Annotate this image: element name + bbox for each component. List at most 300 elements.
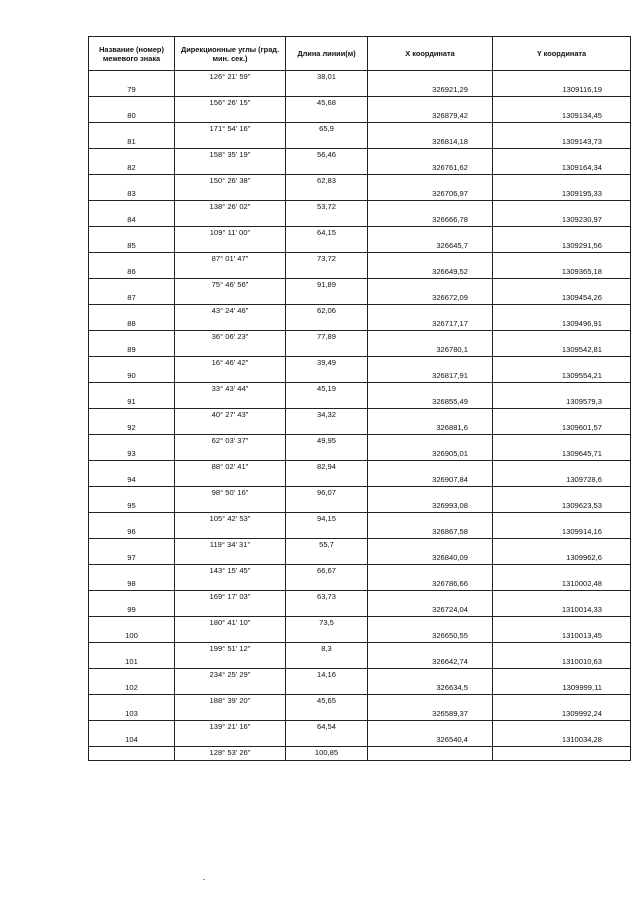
table-row-segment	[89, 617, 631, 630]
angle-cell-empty	[175, 630, 286, 643]
length-cell-empty	[286, 318, 368, 331]
x-coordinate-cell-empty	[368, 227, 493, 240]
table-row-segment	[89, 123, 631, 136]
x-coordinate-cell: 326589,37	[368, 708, 493, 721]
table-row-segment	[89, 175, 631, 188]
line-length-cell: 65,9	[286, 123, 368, 136]
table-row-marker	[89, 578, 631, 591]
direction-angle-cell: 188° 39' 20"	[175, 695, 286, 708]
length-cell-empty	[286, 708, 368, 721]
table-row-marker	[89, 734, 631, 747]
y-coordinate-cell-empty	[493, 227, 631, 240]
angle-cell-empty	[175, 110, 286, 123]
y-coordinate-cell: 1309728,6	[493, 474, 631, 487]
y-coordinate-cell-empty	[493, 435, 631, 448]
length-cell-empty	[286, 84, 368, 97]
line-length-cell: 45,68	[286, 97, 368, 110]
y-coordinate-cell: 1309230,97	[493, 214, 631, 227]
marker-name-cell: 100	[89, 630, 175, 643]
marker-name-cell-empty	[89, 539, 175, 552]
direction-angle-cell: 128° 53' 26"	[175, 747, 286, 761]
marker-name-cell: 84	[89, 214, 175, 227]
y-coordinate-cell: 1309496,91	[493, 318, 631, 331]
direction-angle-cell: 199° 51' 12"	[175, 643, 286, 656]
table-row-segment	[89, 435, 631, 448]
marker-name-cell: 99	[89, 604, 175, 617]
x-coordinate-cell-empty	[368, 149, 493, 162]
table-row-marker	[89, 162, 631, 175]
marker-name-cell-empty	[89, 643, 175, 656]
x-coordinate-cell-empty	[368, 175, 493, 188]
line-length-cell: 14,16	[286, 669, 368, 682]
direction-angle-cell: 98° 50' 16"	[175, 487, 286, 500]
table-row-segment	[89, 149, 631, 162]
table-row-segment	[89, 565, 631, 578]
length-cell-empty	[286, 266, 368, 279]
marker-name-cell: 94	[89, 474, 175, 487]
table-row-marker	[89, 682, 631, 695]
coordinates-sheet	[88, 36, 630, 761]
table-row-segment	[89, 487, 631, 500]
marker-name-cell-empty	[89, 617, 175, 630]
y-coordinate-cell: 1310013,45	[493, 630, 631, 643]
marker-name-cell-empty	[89, 201, 175, 214]
length-cell-empty	[286, 500, 368, 513]
table-row-marker	[89, 266, 631, 279]
angle-cell-empty	[175, 734, 286, 747]
line-length-cell: 38,01	[286, 71, 368, 84]
header-direction-angle: Дирекционные углы (град. мин. сек.)	[175, 37, 286, 71]
x-coordinate-cell-empty	[368, 487, 493, 500]
x-coordinate-cell: 326649,52	[368, 266, 493, 279]
y-coordinate-cell-empty	[493, 565, 631, 578]
line-length-cell: 56,46	[286, 149, 368, 162]
x-coordinate-cell-empty	[368, 279, 493, 292]
table-row-marker	[89, 708, 631, 721]
x-coordinate-cell-empty	[368, 383, 493, 396]
y-coordinate-cell-empty	[493, 617, 631, 630]
direction-angle-cell: 139° 21' 16"	[175, 721, 286, 734]
length-cell-empty	[286, 448, 368, 461]
marker-name-cell-empty	[89, 227, 175, 240]
x-coordinate-cell: 326840,09	[368, 552, 493, 565]
y-coordinate-cell-empty	[493, 253, 631, 266]
marker-name-cell-empty	[89, 279, 175, 292]
length-cell-empty	[286, 656, 368, 669]
x-coordinate-cell: 326724,04	[368, 604, 493, 617]
line-length-cell: 39,49	[286, 357, 368, 370]
marker-name-cell-empty	[89, 357, 175, 370]
angle-cell-empty	[175, 188, 286, 201]
marker-name-cell: 83	[89, 188, 175, 201]
scan-speck	[203, 879, 205, 880]
x-coordinate-cell-empty	[368, 201, 493, 214]
line-length-cell: 66,67	[286, 565, 368, 578]
table-row-marker	[89, 110, 631, 123]
table-row-segment	[89, 591, 631, 604]
x-coordinate-cell: 326817,91	[368, 370, 493, 383]
x-coordinate-cell-empty	[368, 669, 493, 682]
line-length-cell: 8,3	[286, 643, 368, 656]
table-row-marker	[89, 84, 631, 97]
table-row-marker	[89, 396, 631, 409]
angle-cell-empty	[175, 266, 286, 279]
line-length-cell: 94,15	[286, 513, 368, 526]
y-coordinate-cell-empty	[493, 487, 631, 500]
table-row-segment	[89, 409, 631, 422]
table-row-marker	[89, 448, 631, 461]
marker-name-cell: 101	[89, 656, 175, 669]
table-row-segment	[89, 539, 631, 552]
direction-angle-cell: 16° 46' 42"	[175, 357, 286, 370]
x-coordinate-cell: 326907,84	[368, 474, 493, 487]
length-cell-empty	[286, 110, 368, 123]
marker-name-cell: 79	[89, 84, 175, 97]
y-coordinate-cell: 1309365,18	[493, 266, 631, 279]
x-coordinate-cell-empty	[368, 617, 493, 630]
direction-angle-cell: 43° 24' 46"	[175, 305, 286, 318]
direction-angle-cell: 138° 26' 02"	[175, 201, 286, 214]
x-coordinate-cell-empty	[368, 513, 493, 526]
direction-angle-cell: 75° 46' 56"	[175, 279, 286, 292]
x-coordinate-cell-empty	[368, 357, 493, 370]
x-coordinate-cell-empty	[368, 565, 493, 578]
length-cell-empty	[286, 214, 368, 227]
x-coordinate-cell: 326634,5	[368, 682, 493, 695]
table-row-segment	[89, 513, 631, 526]
y-coordinate-cell-empty	[493, 669, 631, 682]
x-coordinate-cell: 326650,55	[368, 630, 493, 643]
direction-angle-cell: 126° 21' 59"	[175, 71, 286, 84]
table-header-row	[89, 37, 631, 71]
table-row-marker	[89, 630, 631, 643]
table-row-marker	[89, 136, 631, 149]
x-coordinate-cell-empty	[368, 97, 493, 110]
table-row-segment	[89, 279, 631, 292]
y-coordinate-cell-empty	[493, 461, 631, 474]
boundary-coordinates-table	[88, 36, 631, 761]
table-row-marker	[89, 526, 631, 539]
x-coordinate-cell: 326993,08	[368, 500, 493, 513]
angle-cell-empty	[175, 448, 286, 461]
marker-name-cell-empty	[89, 253, 175, 266]
table-row-segment	[89, 461, 631, 474]
marker-name-cell-empty	[89, 383, 175, 396]
direction-angle-cell: 180° 41' 10"	[175, 617, 286, 630]
x-coordinate-cell: 326642,74	[368, 656, 493, 669]
marker-name-cell-empty	[89, 123, 175, 136]
y-coordinate-cell: 1309164,34	[493, 162, 631, 175]
line-length-cell: 34,32	[286, 409, 368, 422]
y-coordinate-cell-empty	[493, 279, 631, 292]
x-coordinate-cell-empty	[368, 305, 493, 318]
line-length-cell: 45,65	[286, 695, 368, 708]
x-coordinate-cell: 326905,01	[368, 448, 493, 461]
marker-name-cell-empty	[89, 305, 175, 318]
angle-cell-empty	[175, 604, 286, 617]
angle-cell-empty	[175, 162, 286, 175]
marker-name-cell-empty	[89, 513, 175, 526]
direction-angle-cell: 143° 15' 45"	[175, 565, 286, 578]
header-y-coordinate: Y координата	[493, 37, 631, 71]
x-coordinate-cell-empty	[368, 539, 493, 552]
marker-name-cell-empty	[89, 695, 175, 708]
angle-cell-empty	[175, 682, 286, 695]
angle-cell-empty	[175, 136, 286, 149]
length-cell-empty	[286, 630, 368, 643]
table-row-marker	[89, 500, 631, 513]
y-coordinate-cell-empty	[493, 721, 631, 734]
line-length-cell: 62,83	[286, 175, 368, 188]
direction-angle-cell: 40° 27' 43"	[175, 409, 286, 422]
y-coordinate-cell: 1309914,16	[493, 526, 631, 539]
x-coordinate-cell: 326706,97	[368, 188, 493, 201]
x-coordinate-cell: 326879,42	[368, 110, 493, 123]
y-coordinate-cell-empty	[493, 695, 631, 708]
line-length-cell: 63,73	[286, 591, 368, 604]
marker-name-cell: 82	[89, 162, 175, 175]
y-coordinate-cell: 1309291,56	[493, 240, 631, 253]
line-length-cell: 91,89	[286, 279, 368, 292]
x-coordinate-cell-empty	[368, 71, 493, 84]
x-coordinate-cell-empty	[368, 721, 493, 734]
direction-angle-cell: 158° 35' 19"	[175, 149, 286, 162]
line-length-cell: 100,85	[286, 747, 368, 761]
marker-name-cell-empty	[89, 487, 175, 500]
table-row-marker	[89, 474, 631, 487]
marker-name-cell-empty	[89, 331, 175, 344]
x-coordinate-cell-empty	[368, 461, 493, 474]
angle-cell-empty	[175, 214, 286, 227]
y-coordinate-cell: 1309134,45	[493, 110, 631, 123]
x-coordinate-cell-empty	[368, 331, 493, 344]
marker-name-cell-empty	[89, 565, 175, 578]
marker-name-cell-empty	[89, 97, 175, 110]
angle-cell-empty	[175, 500, 286, 513]
direction-angle-cell: 234° 25' 29"	[175, 669, 286, 682]
marker-name-cell-empty	[89, 669, 175, 682]
line-length-cell: 53,72	[286, 201, 368, 214]
y-coordinate-cell: 1309999,11	[493, 682, 631, 695]
x-coordinate-cell: 326540,4	[368, 734, 493, 747]
y-coordinate-cell-empty	[493, 175, 631, 188]
angle-cell-empty	[175, 474, 286, 487]
table-row-marker	[89, 422, 631, 435]
length-cell-empty	[286, 188, 368, 201]
angle-cell-empty	[175, 526, 286, 539]
x-coordinate-cell: 326814,18	[368, 136, 493, 149]
line-length-cell: 73,72	[286, 253, 368, 266]
angle-cell-empty	[175, 318, 286, 331]
y-coordinate-cell: 1309962,6	[493, 552, 631, 565]
length-cell-empty	[286, 422, 368, 435]
length-cell-empty	[286, 162, 368, 175]
length-cell-empty	[286, 240, 368, 253]
marker-name-cell: 102	[89, 682, 175, 695]
y-coordinate-cell: 1309143,73	[493, 136, 631, 149]
y-coordinate-cell-empty	[493, 357, 631, 370]
marker-name-cell-empty	[89, 71, 175, 84]
line-length-cell: 45,19	[286, 383, 368, 396]
length-cell-empty	[286, 474, 368, 487]
marker-name-cell-empty	[89, 461, 175, 474]
x-coordinate-cell-empty	[368, 253, 493, 266]
marker-name-cell: 89	[89, 344, 175, 357]
marker-name-cell-empty	[89, 747, 175, 761]
y-coordinate-cell-empty	[493, 305, 631, 318]
line-length-cell: 49,95	[286, 435, 368, 448]
marker-name-cell: 104	[89, 734, 175, 747]
y-coordinate-cell: 1309554,21	[493, 370, 631, 383]
table-row-marker	[89, 656, 631, 669]
y-coordinate-cell: 1309623,53	[493, 500, 631, 513]
marker-name-cell-empty	[89, 435, 175, 448]
y-coordinate-cell: 1309454,26	[493, 292, 631, 305]
x-coordinate-cell-empty	[368, 695, 493, 708]
marker-name-cell: 81	[89, 136, 175, 149]
header-x-coordinate: X координата	[368, 37, 493, 71]
direction-angle-cell: 87° 01' 47"	[175, 253, 286, 266]
x-coordinate-cell-empty	[368, 123, 493, 136]
y-coordinate-cell: 1309579,3	[493, 396, 631, 409]
marker-name-cell-empty	[89, 721, 175, 734]
direction-angle-cell: 171° 54' 16"	[175, 123, 286, 136]
y-coordinate-cell-empty	[493, 747, 631, 761]
table-row-segment	[89, 97, 631, 110]
y-coordinate-cell-empty	[493, 149, 631, 162]
table-row-marker	[89, 370, 631, 383]
length-cell-empty	[286, 734, 368, 747]
marker-name-cell-empty	[89, 409, 175, 422]
x-coordinate-cell: 326881,6	[368, 422, 493, 435]
length-cell-empty	[286, 552, 368, 565]
marker-name-cell: 98	[89, 578, 175, 591]
table-row-segment	[89, 383, 631, 396]
length-cell-empty	[286, 136, 368, 149]
line-length-cell: 82,94	[286, 461, 368, 474]
header-line-length: Длина линии(м)	[286, 37, 368, 71]
x-coordinate-cell-empty	[368, 409, 493, 422]
length-cell-empty	[286, 292, 368, 305]
y-coordinate-cell-empty	[493, 513, 631, 526]
table-row-segment	[89, 201, 631, 214]
y-coordinate-cell: 1309992,24	[493, 708, 631, 721]
table-row-segment	[89, 747, 631, 761]
table-row-segment	[89, 71, 631, 84]
marker-name-cell: 87	[89, 292, 175, 305]
length-cell-empty	[286, 344, 368, 357]
length-cell-empty	[286, 682, 368, 695]
table-row-marker	[89, 604, 631, 617]
length-cell-empty	[286, 526, 368, 539]
table-body	[89, 71, 631, 761]
x-coordinate-cell-empty	[368, 747, 493, 761]
marker-name-cell: 91	[89, 396, 175, 409]
angle-cell-empty	[175, 552, 286, 565]
line-length-cell: 96,07	[286, 487, 368, 500]
table-row-segment	[89, 357, 631, 370]
angle-cell-empty	[175, 578, 286, 591]
table-row-segment	[89, 695, 631, 708]
length-cell-empty	[286, 396, 368, 409]
y-coordinate-cell-empty	[493, 97, 631, 110]
table-row-marker	[89, 292, 631, 305]
marker-name-cell-empty	[89, 175, 175, 188]
marker-name-cell: 80	[89, 110, 175, 123]
length-cell-empty	[286, 604, 368, 617]
angle-cell-empty	[175, 292, 286, 305]
line-length-cell: 64,54	[286, 721, 368, 734]
marker-name-cell: 85	[89, 240, 175, 253]
x-coordinate-cell: 326761,62	[368, 162, 493, 175]
angle-cell-empty	[175, 422, 286, 435]
direction-angle-cell: 33° 43' 44"	[175, 383, 286, 396]
x-coordinate-cell: 326921,29	[368, 84, 493, 97]
angle-cell-empty	[175, 370, 286, 383]
angle-cell-empty	[175, 656, 286, 669]
x-coordinate-cell-empty	[368, 643, 493, 656]
table-row-marker	[89, 552, 631, 565]
y-coordinate-cell: 1309601,57	[493, 422, 631, 435]
marker-name-cell: 103	[89, 708, 175, 721]
line-length-cell: 55,7	[286, 539, 368, 552]
table-row-marker	[89, 214, 631, 227]
line-length-cell: 77,89	[286, 331, 368, 344]
x-coordinate-cell: 326666,78	[368, 214, 493, 227]
direction-angle-cell: 109° 11' 00"	[175, 227, 286, 240]
marker-name-cell: 92	[89, 422, 175, 435]
y-coordinate-cell-empty	[493, 331, 631, 344]
x-coordinate-cell: 326717,17	[368, 318, 493, 331]
x-coordinate-cell: 326855,49	[368, 396, 493, 409]
length-cell-empty	[286, 370, 368, 383]
table-row-marker	[89, 318, 631, 331]
y-coordinate-cell-empty	[493, 383, 631, 396]
x-coordinate-cell: 326780,1	[368, 344, 493, 357]
y-coordinate-cell-empty	[493, 643, 631, 656]
header-marker-name: Название (номер) межевого знака	[89, 37, 175, 71]
table-row-segment	[89, 721, 631, 734]
y-coordinate-cell: 1310010,63	[493, 656, 631, 669]
marker-name-cell-empty	[89, 591, 175, 604]
y-coordinate-cell: 1309645,71	[493, 448, 631, 461]
table-row-segment	[89, 643, 631, 656]
x-coordinate-cell: 326867,58	[368, 526, 493, 539]
line-length-cell: 73,5	[286, 617, 368, 630]
table-row-marker	[89, 188, 631, 201]
direction-angle-cell: 156° 26' 15"	[175, 97, 286, 110]
y-coordinate-cell: 1309542,81	[493, 344, 631, 357]
direction-angle-cell: 169° 17' 03"	[175, 591, 286, 604]
y-coordinate-cell: 1310014,33	[493, 604, 631, 617]
x-coordinate-cell-empty	[368, 591, 493, 604]
y-coordinate-cell-empty	[493, 123, 631, 136]
y-coordinate-cell: 1310002,48	[493, 578, 631, 591]
marker-name-cell: 96	[89, 526, 175, 539]
y-coordinate-cell-empty	[493, 591, 631, 604]
table-row-segment	[89, 253, 631, 266]
y-coordinate-cell-empty	[493, 201, 631, 214]
direction-angle-cell: 119° 34' 31"	[175, 539, 286, 552]
marker-name-cell: 88	[89, 318, 175, 331]
angle-cell-empty	[175, 708, 286, 721]
x-coordinate-cell-empty	[368, 435, 493, 448]
length-cell-empty	[286, 578, 368, 591]
x-coordinate-cell: 326786,66	[368, 578, 493, 591]
y-coordinate-cell-empty	[493, 409, 631, 422]
direction-angle-cell: 88° 02' 41"	[175, 461, 286, 474]
direction-angle-cell: 36° 06' 23"	[175, 331, 286, 344]
